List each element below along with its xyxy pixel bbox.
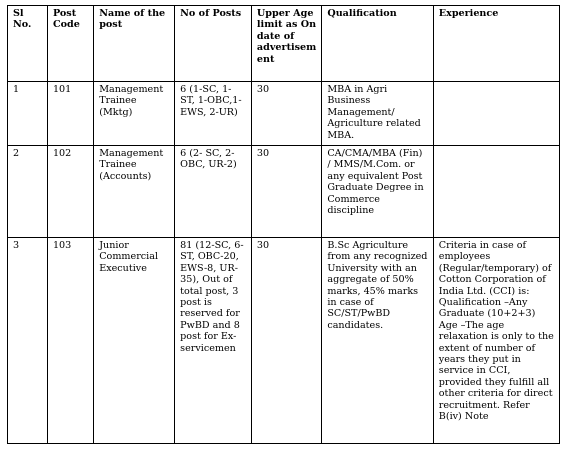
header-no-of-posts: No of Posts [175, 6, 252, 82]
cell-upper-age-limit: 30 [251, 238, 321, 444]
header-experience: Experience [433, 6, 559, 82]
cell-no-of-posts: 81 (12-SC, 6-ST, OBC-20, EWS-8, UR-35), Out of total post, 3 post is reserved for PwBD and 8 post for Ex-servicemen [175, 238, 252, 444]
cell-sl-no: 2 [8, 146, 48, 238]
header-upper-age-limit: Upper Age limit as On date of advertisement [251, 6, 321, 82]
posts-table [7, 5, 560, 444]
header-qualification: Qualification [322, 6, 433, 82]
header-post-code: Post Code [47, 6, 93, 82]
cell-no-of-posts: 6 (1-SC, 1-ST, 1-OBC,1-EWS, 2-UR) [175, 82, 252, 146]
cell-name-of-post: Management Trainee (Accounts) [94, 146, 175, 238]
table-header-row [8, 6, 560, 82]
cell-qualification: CA/CMA/MBA (Fin) / MMS/M.Com. or any equivalent Post Graduate Degree in Commerce discipline [322, 146, 433, 238]
cell-upper-age-limit: 30 [251, 146, 321, 238]
cell-qualification: B.Sc Agriculture from any recognized University with an aggregate of 50% marks, 45% marks in case of SC/ST/PwBD candidates. [322, 238, 433, 444]
cell-name-of-post: Junior Commercial Executive [94, 238, 175, 444]
cell-experience [433, 82, 559, 146]
cell-qualification: MBA in Agri Business Management/ Agriculture related MBA. [322, 82, 433, 146]
cell-post-code: 102 [47, 146, 93, 238]
cell-no-of-posts: 6 (2- SC, 2-OBC, UR-2) [175, 146, 252, 238]
cell-post-code: 101 [47, 82, 93, 146]
table-row [8, 238, 560, 444]
cell-post-code: 103 [47, 238, 93, 444]
header-name-of-post: Name of the post [94, 6, 175, 82]
cell-upper-age-limit: 30 [251, 82, 321, 146]
cell-sl-no: 3 [8, 238, 48, 444]
cell-experience [433, 146, 559, 238]
cell-experience: Criteria in case of employees (Regular/temporary) of Cotton Corporation of India Ltd. (CCI) is: Qualification –Any Graduate (10+2+3) Age –The age relaxation is only to the extent of number of years they put in service in CCI, provided they fulfill all other criteria for direct recruitment. Refer B(iv) Note [433, 238, 559, 444]
cell-sl-no: 1 [8, 82, 48, 146]
table-row [8, 146, 560, 238]
table-row [8, 82, 560, 146]
cell-name-of-post: Management Trainee (Mktg) [94, 82, 175, 146]
header-sl-no: Sl No. [8, 6, 48, 82]
